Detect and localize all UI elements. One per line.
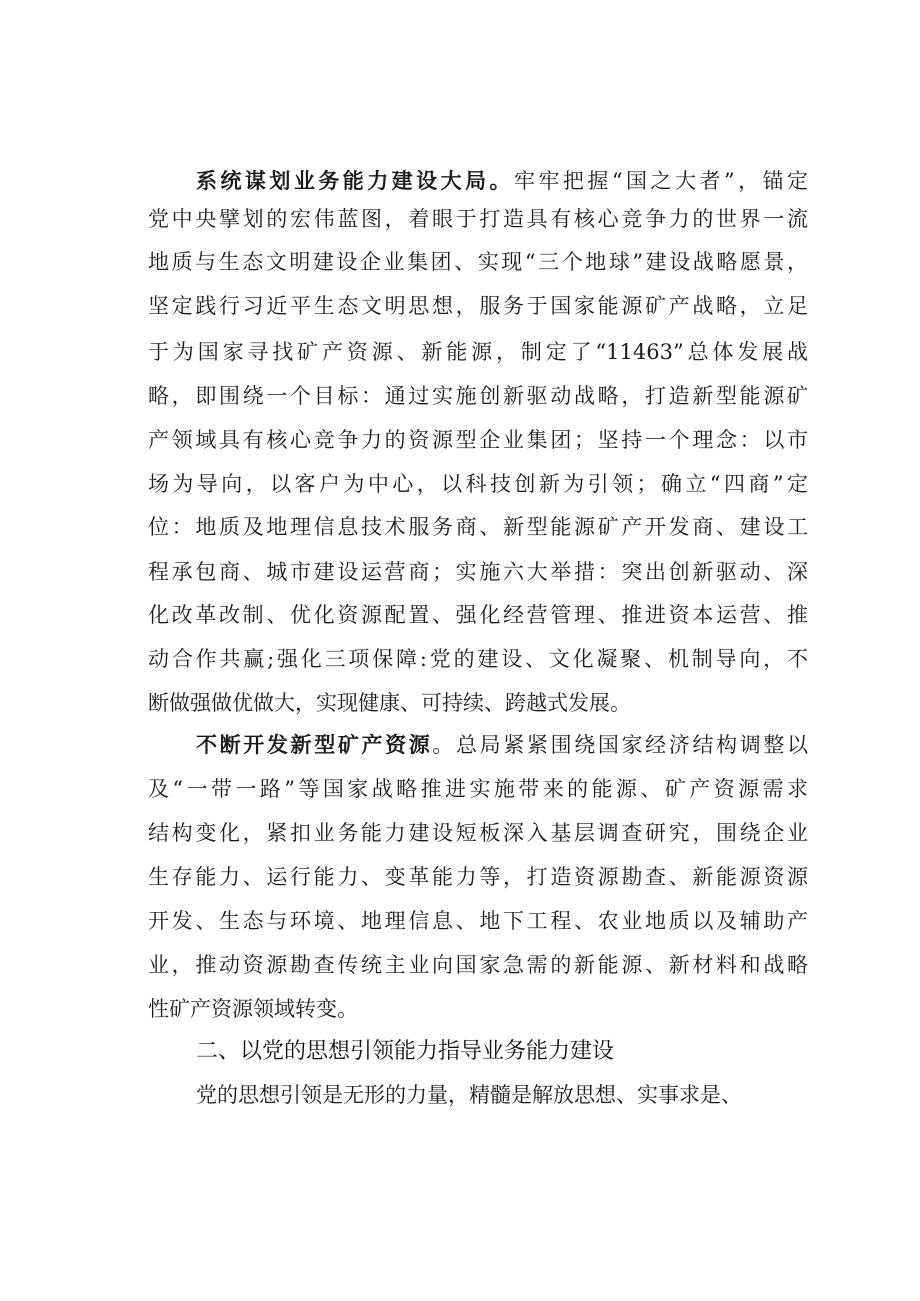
paragraph-2-line-1-text: 。总局紧紧围绕国家经济结构调整以 bbox=[432, 733, 809, 757]
paragraph-3-line-1: 党的思想引领是无形的力量，精髓是解放思想、实事求是、 bbox=[196, 1083, 742, 1107]
paragraph-2-line-4: 生存能力、运行能力、变革能力等，打造资源勘查、新能源资源 bbox=[148, 865, 808, 889]
paragraph-2-line-6: 业，推动资源勘查传统主业向国家急需的新能源、新材料和战略 bbox=[148, 953, 808, 977]
paragraph-1-line-8: 场为导向，以客户为中心，以科技创新为引领；确立“四商”定 bbox=[148, 472, 808, 496]
paragraph-2-line-3: 结构变化，紧扣业务能力建设短板深入基层调查研究，围绕企业 bbox=[148, 821, 808, 845]
paragraph-1-line-2: 党中央擘划的宏伟蓝图，着眼于打造具有核心竞争力的世界一流 bbox=[148, 207, 808, 231]
paragraph-1-line-7: 产领域具有核心竞争力的资源型企业集团；坚持一个理念：以市 bbox=[148, 428, 808, 452]
paragraph-1-line-11: 化改革改制、优化资源配置、强化经营管理、推进资本运营、推 bbox=[148, 603, 808, 627]
paragraph-1-line-6: 略，即围绕一个目标：通过实施创新驱动战略，打造新型能源矿 bbox=[148, 384, 808, 408]
paragraph-1-line-9: 位：地质及地理信息技术服务商、新型能源矿产开发商、建设工 bbox=[148, 515, 808, 539]
paragraph-2-lead: 不断开发新型矿产资源 bbox=[196, 733, 433, 757]
paragraph-2-line-7: 性矿产资源领域转变。 bbox=[148, 997, 358, 1021]
paragraph-1-line-12: 动合作共赢;强化三项保障:党的建设、文化凝聚、机制导向，不 bbox=[148, 647, 808, 671]
paragraph-2-line-1 bbox=[196, 730, 808, 760]
paragraph-1-line-4: 坚定践行习近平生态文明思想，服务于国家能源矿产战略，立足 bbox=[148, 294, 808, 318]
paragraph-1-lead: 系统谋划业务能力建设大局。 bbox=[196, 169, 514, 193]
section-heading: 二、以党的思想引领能力指导业务能力建设 bbox=[196, 1039, 615, 1064]
paragraph-2-line-5: 开发、生态与环境、地理信息、地下工程、农业地质以及辅助产 bbox=[148, 909, 808, 933]
paragraph-1-line-13: 断做强做优做大，实现健康、可持续、跨越式发展。 bbox=[148, 691, 631, 715]
paragraph-1-line-3: 地质与生态文明建设企业集团、实现“三个地球”建设战略愿景， bbox=[148, 250, 808, 274]
paragraph-1-line-1-text: 牢牢把握“国之大者”，锚定 bbox=[514, 169, 808, 193]
paragraph-1-line-10: 程承包商、城市建设运营商；实施六大举措：突出创新驱动、深 bbox=[148, 560, 808, 584]
paragraph-1-line-5: 于为国家寻找矿产资源、新能源，制定了“11463”总体发展战 bbox=[148, 340, 808, 364]
paragraph-1-line-1 bbox=[196, 166, 808, 196]
paragraph-2-line-2: 及“一带一路”等国家战略推进实施带来的能源、矿产资源需求 bbox=[148, 777, 808, 801]
